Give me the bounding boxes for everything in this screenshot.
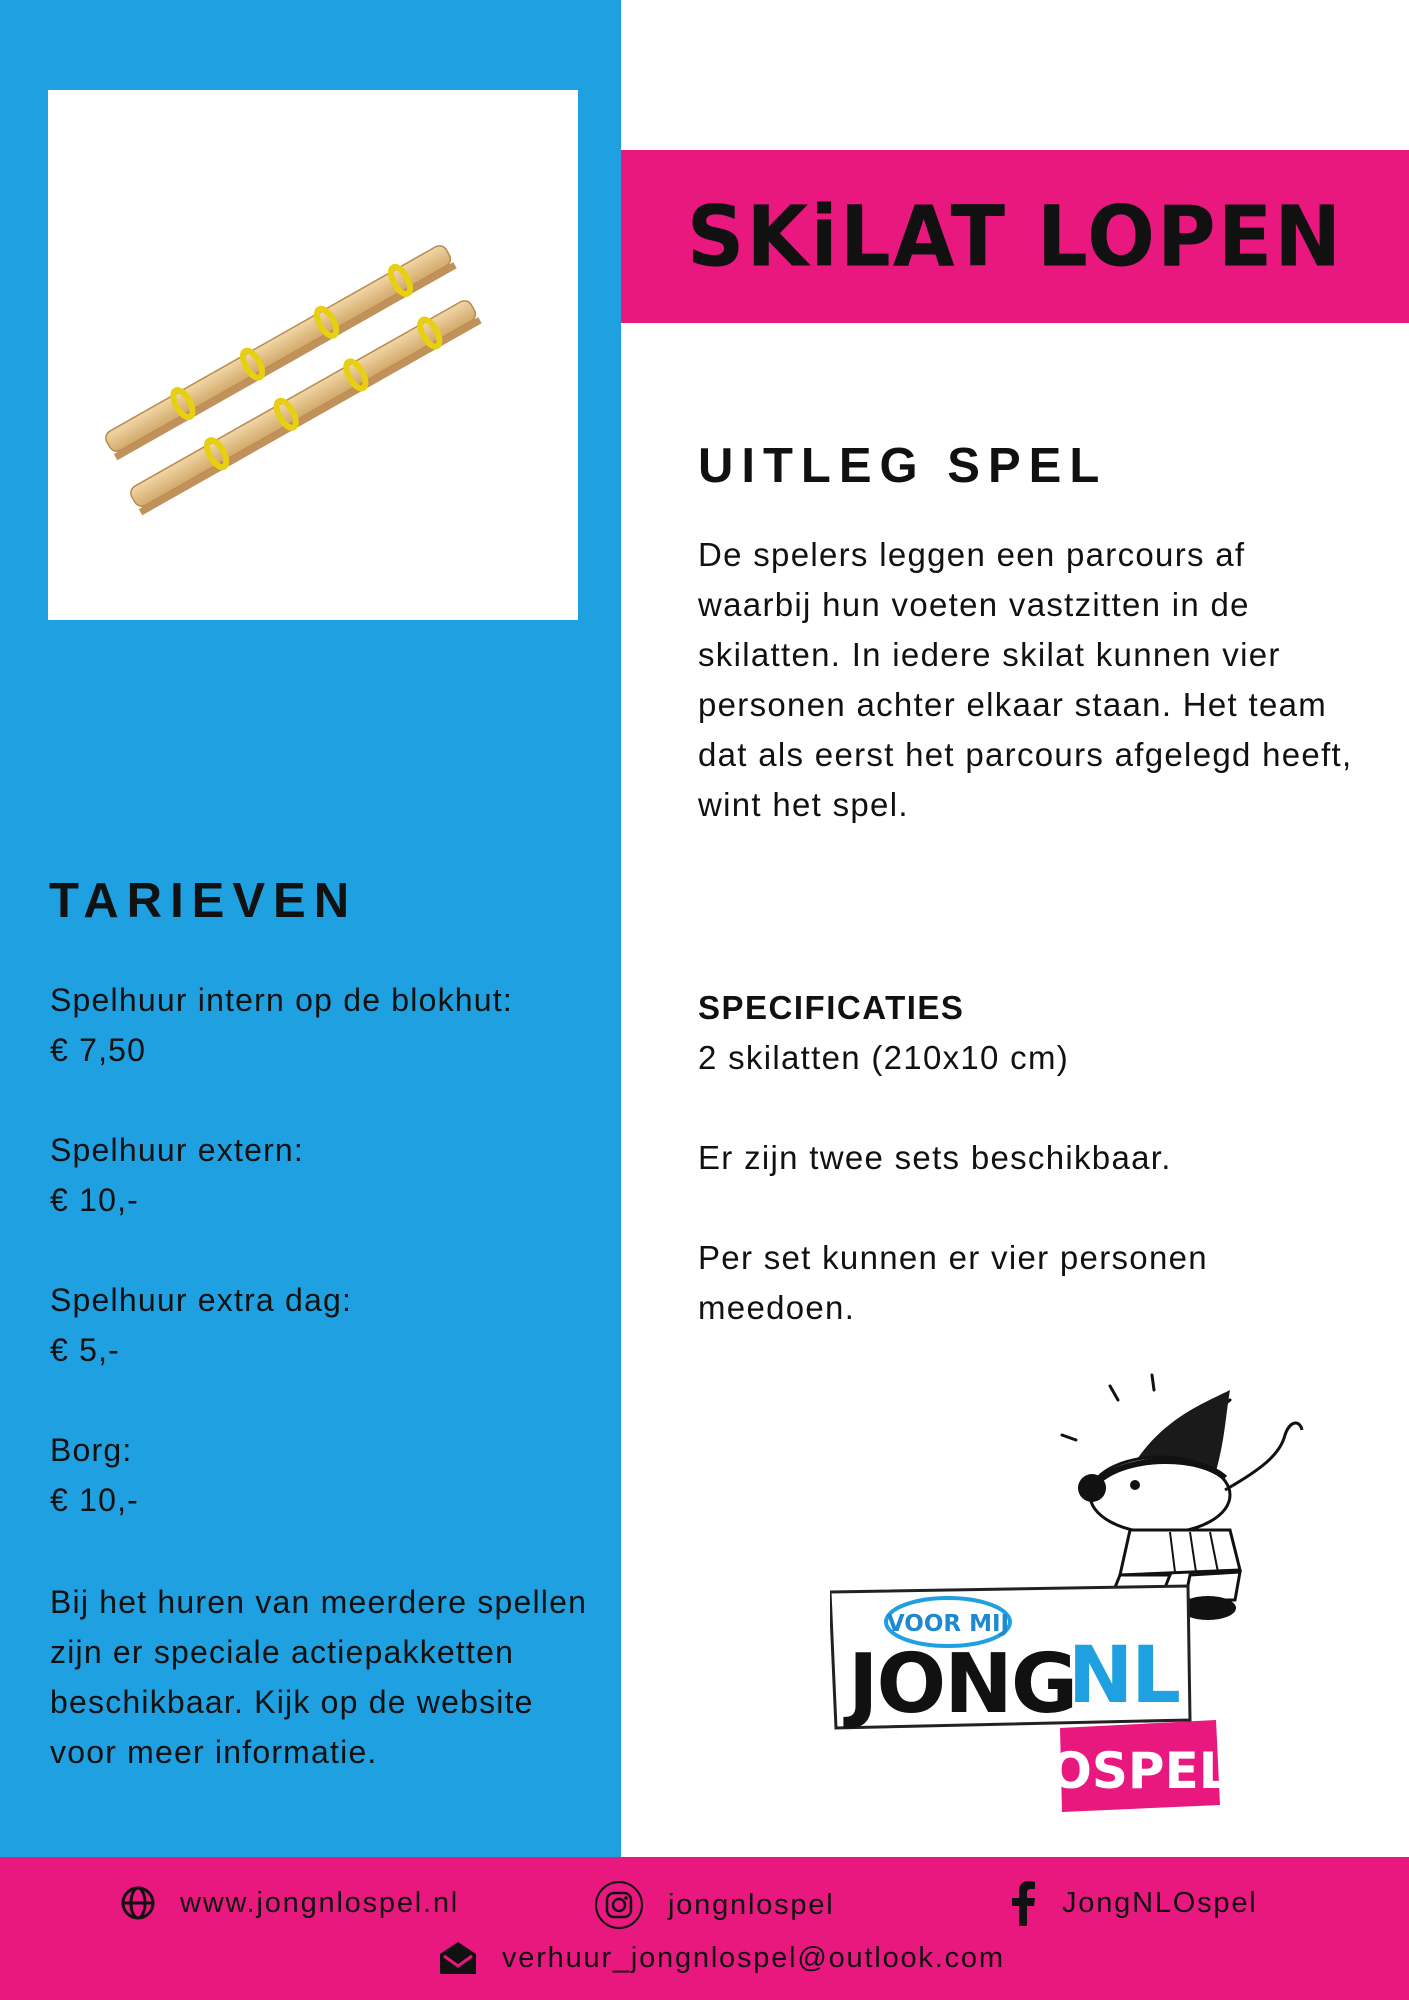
facebook-icon (1008, 1880, 1038, 1926)
skilatten-illustration (48, 90, 578, 620)
spec-line: 2 skilatten (210x10 cm) (698, 1039, 1070, 1076)
instagram-icon (594, 1880, 644, 1930)
page-title: SKiLAT LOPEN (686, 187, 1344, 286)
tarieven-note: Bij het huren van meerdere spellen zijn er speciale actiepakketten beschikbaar. Kijk op de website voor meer informatie. (50, 1584, 588, 1770)
title-banner (621, 150, 1409, 323)
spec-line: Er zijn twee sets beschikbaar. (698, 1139, 1172, 1176)
tarief-price: € 10,- (50, 1182, 140, 1218)
tarieven-heading: TARIEVEN (49, 874, 358, 928)
logo-ospel: OSPEL (1049, 1742, 1231, 1800)
logo-jong: JONG (848, 1637, 1077, 1732)
product-photo (48, 90, 578, 620)
instagram-handle[interactable]: jongnlospel (668, 1888, 835, 1921)
tarief-price: € 7,50 (50, 1032, 147, 1068)
mail-icon (438, 1940, 478, 1976)
mascot-logo-graphic (830, 1360, 1350, 1820)
footer-facebook[interactable] (1008, 1880, 1258, 1926)
tarief-label: Borg: (50, 1432, 133, 1468)
jongnl-logo (830, 1360, 1350, 1820)
email-address[interactable]: verhuur_jongnlospel@outlook.com (502, 1941, 1005, 1974)
globe-icon (120, 1885, 156, 1921)
uitleg-heading: UITLEG SPEL (698, 439, 1108, 493)
tarief-price: € 10,- (50, 1482, 140, 1518)
tarief-item (50, 1275, 610, 1375)
tarieven-list (50, 975, 610, 1575)
tarief-item (50, 975, 610, 1075)
logo-bubble-text: VOOR MIJ (886, 1611, 1010, 1637)
tarief-label: Spelhuur extern: (50, 1132, 305, 1168)
tarief-price: € 5,- (50, 1332, 121, 1368)
footer-website[interactable] (120, 1885, 459, 1921)
tarief-label: Spelhuur intern op de blokhut: (50, 982, 513, 1018)
specificaties (698, 983, 1358, 1333)
footer-instagram[interactable] (594, 1880, 835, 1930)
tarief-label: Spelhuur extra dag: (50, 1282, 353, 1318)
tarief-item (50, 1425, 610, 1525)
logo-nl: NL (1068, 1631, 1179, 1721)
spec-line: Per set kunnen er vier personen meedoen. (698, 1239, 1208, 1326)
website-link[interactable]: www.jongnlospel.nl (180, 1886, 460, 1919)
tarief-item (50, 1125, 610, 1225)
footer-email[interactable] (438, 1940, 1005, 1976)
specificaties-heading: SPECIFICATIES (698, 989, 965, 1026)
facebook-page[interactable]: JongNLOspel (1062, 1886, 1258, 1919)
uitleg-text: De spelers leggen een parcours af waarbij hun voeten vastzitten in de skilatten. In iedere skilat kunnen vier personen achter elkaar staan. Het team dat als eerst het parcours afgelegd heeft, wint het spel. (698, 536, 1353, 823)
